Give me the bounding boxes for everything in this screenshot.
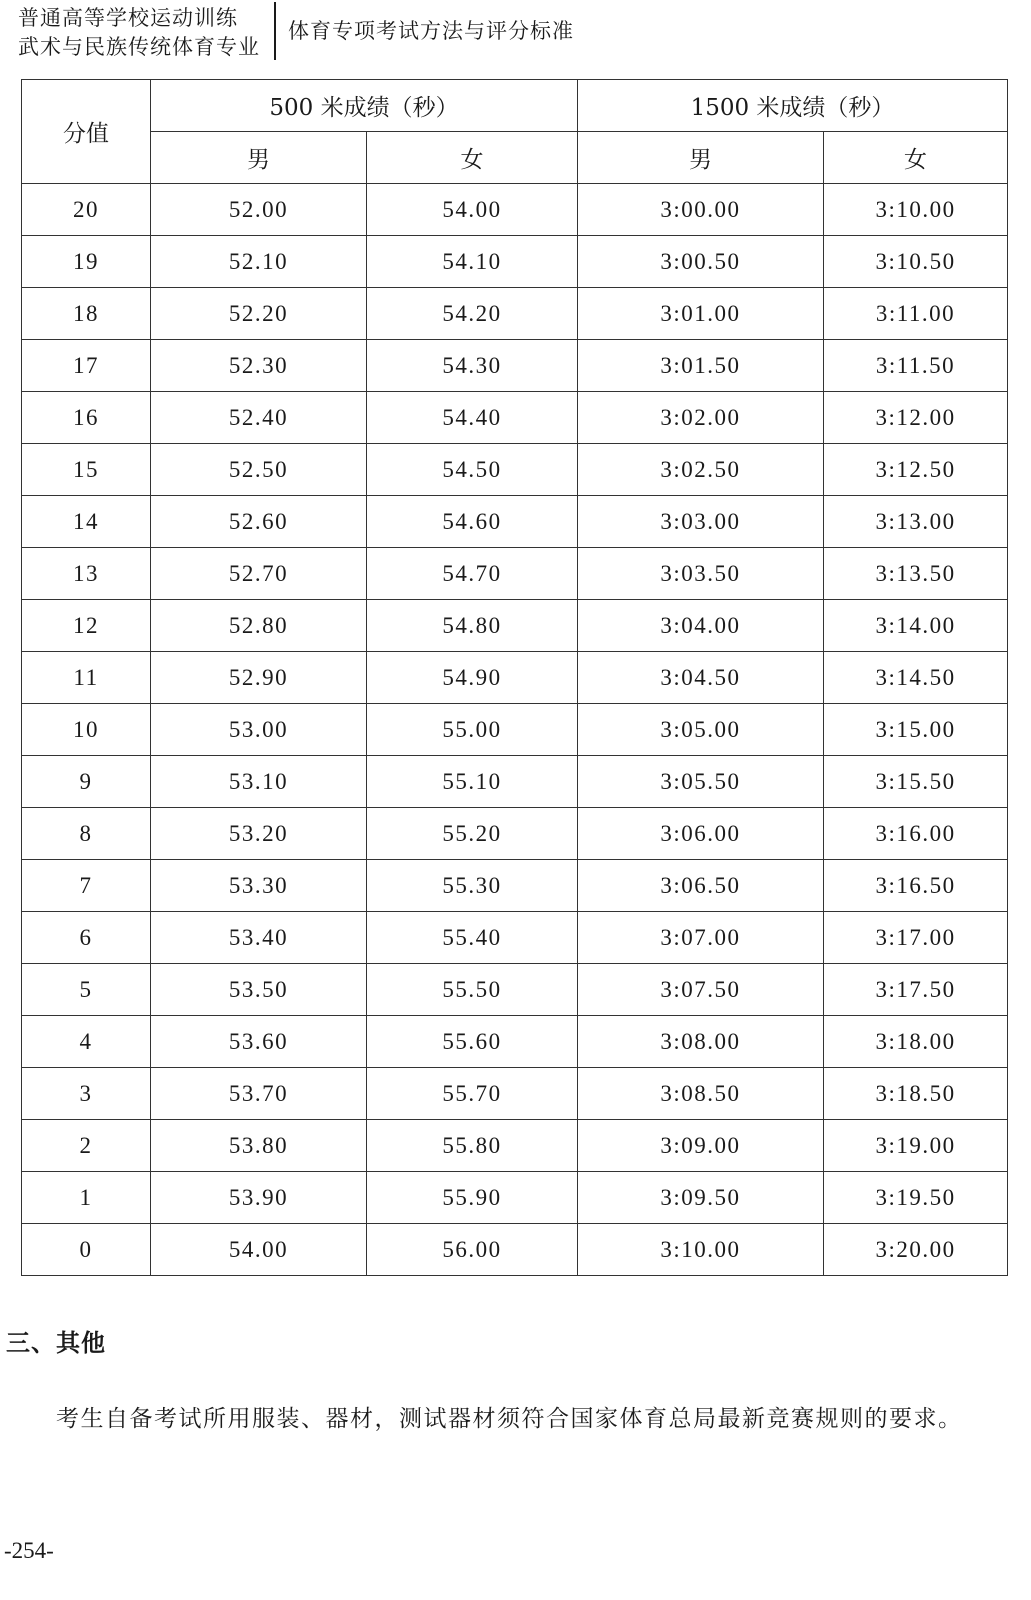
time-500m-male-cell: 52.60 xyxy=(151,496,367,548)
time-1500m-male-cell: 3:08.50 xyxy=(578,1068,824,1120)
time-1500m-male-cell: 3:10.00 xyxy=(578,1224,824,1276)
header-category xyxy=(18,4,274,62)
time-500m-female-cell: 54.30 xyxy=(367,340,578,392)
score-cell: 0 xyxy=(22,1224,151,1276)
time-1500m-male-cell: 3:03.50 xyxy=(578,548,824,600)
score-cell: 17 xyxy=(22,340,151,392)
table-row xyxy=(22,808,1008,860)
time-1500m-male-cell: 3:07.00 xyxy=(578,912,824,964)
section-note: 考生自备考试所用服装、器材，测试器材须符合国家体育总局最新竞赛规则的要求。 xyxy=(56,1406,963,1432)
time-500m-female-cell: 54.80 xyxy=(367,600,578,652)
time-1500m-female-cell: 3:11.00 xyxy=(824,288,1008,340)
time-1500m-female-cell: 3:20.00 xyxy=(824,1224,1008,1276)
time-1500m-male-cell: 3:00.50 xyxy=(578,236,824,288)
time-1500m-male-cell: 3:03.00 xyxy=(578,496,824,548)
table-row xyxy=(22,1068,1008,1120)
table-body xyxy=(22,184,1008,1276)
time-1500m-female-cell: 3:19.50 xyxy=(824,1172,1008,1224)
column-header-500m-male: 男 xyxy=(151,132,367,184)
scoring-table xyxy=(21,79,1008,1276)
score-cell: 20 xyxy=(22,184,151,236)
time-1500m-female-cell: 3:16.00 xyxy=(824,808,1008,860)
time-1500m-female-cell: 3:11.50 xyxy=(824,340,1008,392)
time-500m-male-cell: 53.50 xyxy=(151,964,367,1016)
section-title: 三、其他 xyxy=(6,1329,106,1357)
time-1500m-female-cell: 3:14.00 xyxy=(824,600,1008,652)
header-title: 体育专项考试方法与评分标准 xyxy=(288,19,574,43)
time-500m-male-cell: 52.10 xyxy=(151,236,367,288)
score-cell: 3 xyxy=(22,1068,151,1120)
time-1500m-female-cell: 3:18.50 xyxy=(824,1068,1008,1120)
table-header-row xyxy=(22,80,1008,132)
time-1500m-male-cell: 3:06.00 xyxy=(578,808,824,860)
time-1500m-female-cell: 3:12.00 xyxy=(824,392,1008,444)
score-column-header: 分值 xyxy=(22,80,151,184)
time-500m-female-cell: 54.00 xyxy=(367,184,578,236)
score-cell: 10 xyxy=(22,704,151,756)
time-500m-male-cell: 53.40 xyxy=(151,912,367,964)
table-row xyxy=(22,600,1008,652)
score-cell: 13 xyxy=(22,548,151,600)
time-500m-male-cell: 52.80 xyxy=(151,600,367,652)
time-500m-female-cell: 55.60 xyxy=(367,1016,578,1068)
time-500m-male-cell: 52.70 xyxy=(151,548,367,600)
time-500m-male-cell: 53.80 xyxy=(151,1120,367,1172)
header-divider xyxy=(274,2,276,60)
table-row xyxy=(22,756,1008,808)
time-1500m-female-cell: 3:13.00 xyxy=(824,496,1008,548)
table-row xyxy=(22,912,1008,964)
score-cell: 7 xyxy=(22,860,151,912)
column-header-1500m-male: 男 xyxy=(578,132,824,184)
page-header xyxy=(0,0,1031,62)
time-500m-female-cell: 55.20 xyxy=(367,808,578,860)
score-cell: 15 xyxy=(22,444,151,496)
time-1500m-male-cell: 3:05.00 xyxy=(578,704,824,756)
time-1500m-female-cell: 3:14.50 xyxy=(824,652,1008,704)
time-500m-male-cell: 53.20 xyxy=(151,808,367,860)
table-row xyxy=(22,236,1008,288)
time-1500m-male-cell: 3:00.00 xyxy=(578,184,824,236)
time-1500m-female-cell: 3:10.00 xyxy=(824,184,1008,236)
table-row xyxy=(22,184,1008,236)
time-500m-female-cell: 55.10 xyxy=(367,756,578,808)
time-500m-female-cell: 54.60 xyxy=(367,496,578,548)
header-category-line1: 普通高等学校运动训练 xyxy=(18,6,238,30)
table-row xyxy=(22,1224,1008,1276)
score-cell: 12 xyxy=(22,600,151,652)
time-500m-female-cell: 54.40 xyxy=(367,392,578,444)
time-1500m-male-cell: 3:08.00 xyxy=(578,1016,824,1068)
time-500m-male-cell: 52.00 xyxy=(151,184,367,236)
table-row xyxy=(22,548,1008,600)
time-500m-male-cell: 52.30 xyxy=(151,340,367,392)
time-500m-male-cell: 54.00 xyxy=(151,1224,367,1276)
time-1500m-male-cell: 3:04.50 xyxy=(578,652,824,704)
score-cell: 8 xyxy=(22,808,151,860)
time-1500m-female-cell: 3:15.50 xyxy=(824,756,1008,808)
header-category-line2: 武术与民族传统体育专业 xyxy=(18,35,260,59)
score-cell: 19 xyxy=(22,236,151,288)
table-subheader-row xyxy=(22,132,1008,184)
time-1500m-female-cell: 3:16.50 xyxy=(824,860,1008,912)
group-header-500m: 500 米成绩（秒） xyxy=(151,80,578,132)
time-1500m-female-cell: 3:15.00 xyxy=(824,704,1008,756)
table-row xyxy=(22,1172,1008,1224)
table-row xyxy=(22,1120,1008,1172)
time-500m-female-cell: 55.40 xyxy=(367,912,578,964)
time-500m-female-cell: 54.20 xyxy=(367,288,578,340)
time-1500m-male-cell: 3:01.00 xyxy=(578,288,824,340)
time-500m-male-cell: 52.20 xyxy=(151,288,367,340)
table-row xyxy=(22,496,1008,548)
time-500m-female-cell: 54.10 xyxy=(367,236,578,288)
time-500m-male-cell: 53.60 xyxy=(151,1016,367,1068)
table-row xyxy=(22,392,1008,444)
time-500m-male-cell: 52.50 xyxy=(151,444,367,496)
time-500m-male-cell: 52.40 xyxy=(151,392,367,444)
table-row xyxy=(22,1016,1008,1068)
time-1500m-female-cell: 3:10.50 xyxy=(824,236,1008,288)
time-1500m-male-cell: 3:02.50 xyxy=(578,444,824,496)
time-500m-male-cell: 53.30 xyxy=(151,860,367,912)
table-row xyxy=(22,704,1008,756)
time-1500m-male-cell: 3:05.50 xyxy=(578,756,824,808)
score-cell: 9 xyxy=(22,756,151,808)
score-cell: 18 xyxy=(22,288,151,340)
column-header-1500m-female: 女 xyxy=(824,132,1008,184)
table-row xyxy=(22,288,1008,340)
table-row xyxy=(22,964,1008,1016)
time-500m-male-cell: 53.70 xyxy=(151,1068,367,1120)
time-1500m-female-cell: 3:13.50 xyxy=(824,548,1008,600)
time-500m-female-cell: 55.80 xyxy=(367,1120,578,1172)
table-row xyxy=(22,340,1008,392)
table-row xyxy=(22,444,1008,496)
table-row xyxy=(22,652,1008,704)
group-header-1500m: 1500 米成绩（秒） xyxy=(578,80,1008,132)
page-number: -254- xyxy=(4,1538,54,1563)
score-cell: 1 xyxy=(22,1172,151,1224)
time-1500m-female-cell: 3:17.00 xyxy=(824,912,1008,964)
time-1500m-female-cell: 3:18.00 xyxy=(824,1016,1008,1068)
time-500m-female-cell: 56.00 xyxy=(367,1224,578,1276)
time-500m-female-cell: 55.00 xyxy=(367,704,578,756)
time-500m-female-cell: 55.70 xyxy=(367,1068,578,1120)
score-cell: 14 xyxy=(22,496,151,548)
time-1500m-male-cell: 3:04.00 xyxy=(578,600,824,652)
time-500m-male-cell: 53.10 xyxy=(151,756,367,808)
time-500m-female-cell: 55.90 xyxy=(367,1172,578,1224)
score-cell: 5 xyxy=(22,964,151,1016)
time-500m-male-cell: 53.90 xyxy=(151,1172,367,1224)
time-1500m-male-cell: 3:09.00 xyxy=(578,1120,824,1172)
time-1500m-male-cell: 3:07.50 xyxy=(578,964,824,1016)
score-cell: 4 xyxy=(22,1016,151,1068)
time-500m-female-cell: 55.50 xyxy=(367,964,578,1016)
time-1500m-male-cell: 3:09.50 xyxy=(578,1172,824,1224)
score-cell: 2 xyxy=(22,1120,151,1172)
score-cell: 16 xyxy=(22,392,151,444)
time-500m-female-cell: 54.70 xyxy=(367,548,578,600)
time-1500m-male-cell: 3:06.50 xyxy=(578,860,824,912)
time-1500m-female-cell: 3:19.00 xyxy=(824,1120,1008,1172)
time-1500m-male-cell: 3:01.50 xyxy=(578,340,824,392)
time-500m-female-cell: 54.50 xyxy=(367,444,578,496)
score-cell: 6 xyxy=(22,912,151,964)
time-500m-female-cell: 54.90 xyxy=(367,652,578,704)
time-500m-male-cell: 52.90 xyxy=(151,652,367,704)
time-1500m-male-cell: 3:02.00 xyxy=(578,392,824,444)
time-1500m-female-cell: 3:12.50 xyxy=(824,444,1008,496)
table-row xyxy=(22,860,1008,912)
time-1500m-female-cell: 3:17.50 xyxy=(824,964,1008,1016)
score-cell: 11 xyxy=(22,652,151,704)
column-header-500m-female: 女 xyxy=(367,132,578,184)
time-500m-female-cell: 55.30 xyxy=(367,860,578,912)
time-500m-male-cell: 53.00 xyxy=(151,704,367,756)
